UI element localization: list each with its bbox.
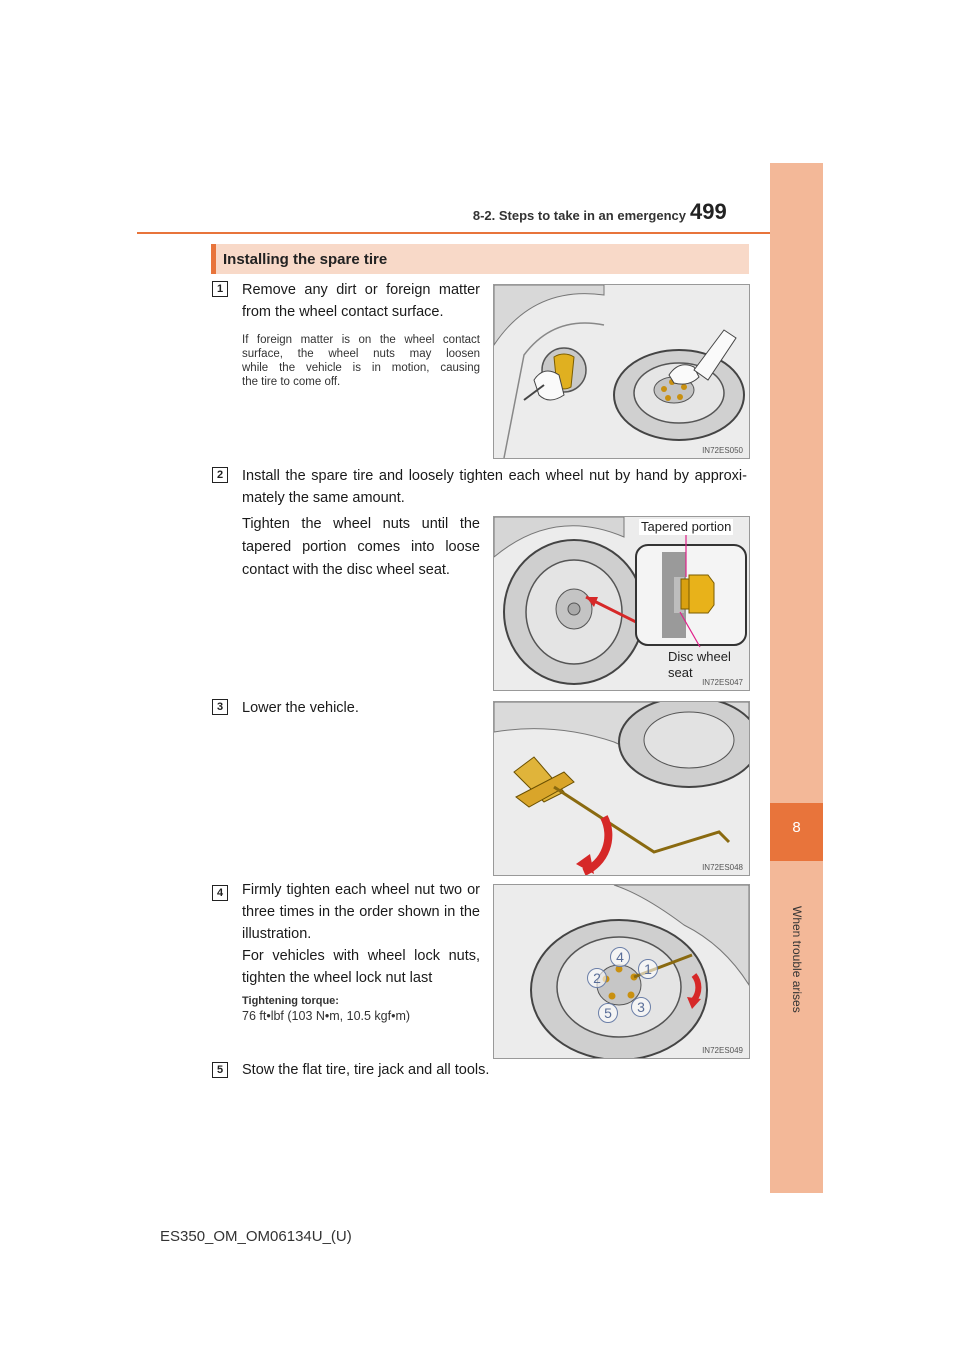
step-1-line-1: Remove any dirt or foreign matter <box>242 282 480 298</box>
step-4-text <box>242 879 480 989</box>
order-circle-1: 1 <box>638 959 658 979</box>
step-4-line-3: illustration. <box>242 926 312 942</box>
chapter-title: When trouble arises <box>790 906 804 1013</box>
step-1-badge: 1 <box>212 281 228 297</box>
callout-disc-wheel-seat-1: Disc wheel <box>668 649 731 664</box>
section-title: 8-2. Steps to take in an emergency <box>472 208 686 223</box>
step-2-badge: 2 <box>212 467 228 483</box>
page-title: Installing the spare tire <box>223 251 388 268</box>
step-1-note <box>242 333 480 389</box>
step-4-line-2: three times in the order shown in the <box>242 904 480 920</box>
tighten-order-illustration <box>494 885 749 1058</box>
wheel-cleaning-illustration <box>494 285 749 458</box>
order-circle-4: 4 <box>610 947 630 967</box>
step-3-badge: 3 <box>212 699 228 715</box>
chapter-number: 8 <box>792 819 801 836</box>
figure-clean-wheel-surface <box>493 284 750 459</box>
step-1-note-line-1: If foreign matter is on the wheel contact <box>242 334 480 346</box>
step-2-subtext <box>242 513 480 582</box>
step-4-badge: 4 <box>212 885 228 901</box>
step-3-text: Lower the vehicle. <box>242 700 359 716</box>
figure-4-code: IN72ES049 <box>702 1046 743 1055</box>
title-accent-bar <box>211 244 216 274</box>
step-4-line-1: Firmly tighten each wheel nut two or <box>242 882 480 898</box>
torque-label: Tightening torque: <box>242 995 339 1007</box>
step-1-note-line-4: the tire to come off. <box>242 376 341 388</box>
step-1-note-line-3: while the vehicle is in motion, causing <box>242 362 480 374</box>
step-4-line-4: For vehicles with wheel lock nuts, <box>242 948 480 964</box>
figure-lower-vehicle <box>493 701 750 876</box>
figure-spare-tire-mount <box>493 516 750 691</box>
step-2-text <box>242 465 747 509</box>
step-4-line-5: tighten the wheel lock nut last <box>242 970 433 986</box>
order-circle-2: 2 <box>587 968 607 988</box>
order-circle-5: 5 <box>598 1003 618 1023</box>
figure-2-code: IN72ES047 <box>702 678 743 687</box>
step-2-sub-line-1: Tighten the wheel nuts until the <box>242 516 480 532</box>
figure-1-code: IN72ES050 <box>702 446 743 455</box>
order-circle-3: 3 <box>631 997 651 1017</box>
step-1-line-2: from the wheel contact surface. <box>242 304 444 320</box>
callout-disc-wheel-seat-2: seat <box>668 665 693 680</box>
callout-tapered-portion: Tapered portion <box>641 519 732 534</box>
figure-3-code: IN72ES048 <box>702 863 743 872</box>
step-2-line-2: mately the same amount. <box>242 490 405 506</box>
footer-doc-code: ES350_OM_OM06134U_(U) <box>160 1228 352 1245</box>
step-1-note-line-2: surface, the wheel nuts may loosen <box>242 348 480 360</box>
step-1-text <box>242 279 480 323</box>
lower-vehicle-illustration <box>494 702 749 875</box>
step-5-badge: 5 <box>212 1062 228 1078</box>
step-2-sub-line-2: tapered portion comes into loose <box>242 539 480 555</box>
figure-tighten-order <box>493 884 750 1059</box>
chapter-side-tab <box>770 163 823 1193</box>
step-2-sub-line-3: contact with the disc wheel seat. <box>242 562 450 578</box>
step-5-text: Stow the flat tire, tire jack and all tools. <box>242 1062 490 1078</box>
torque-value: 76 ft•lbf (103 N•m, 10.5 kgf•m) <box>242 1009 411 1023</box>
header-rule <box>137 232 822 234</box>
page-number: 499 <box>690 199 727 224</box>
step-2-line-1: Install the spare tire and loosely tighten each wheel nut by hand by approxi- <box>242 468 747 484</box>
